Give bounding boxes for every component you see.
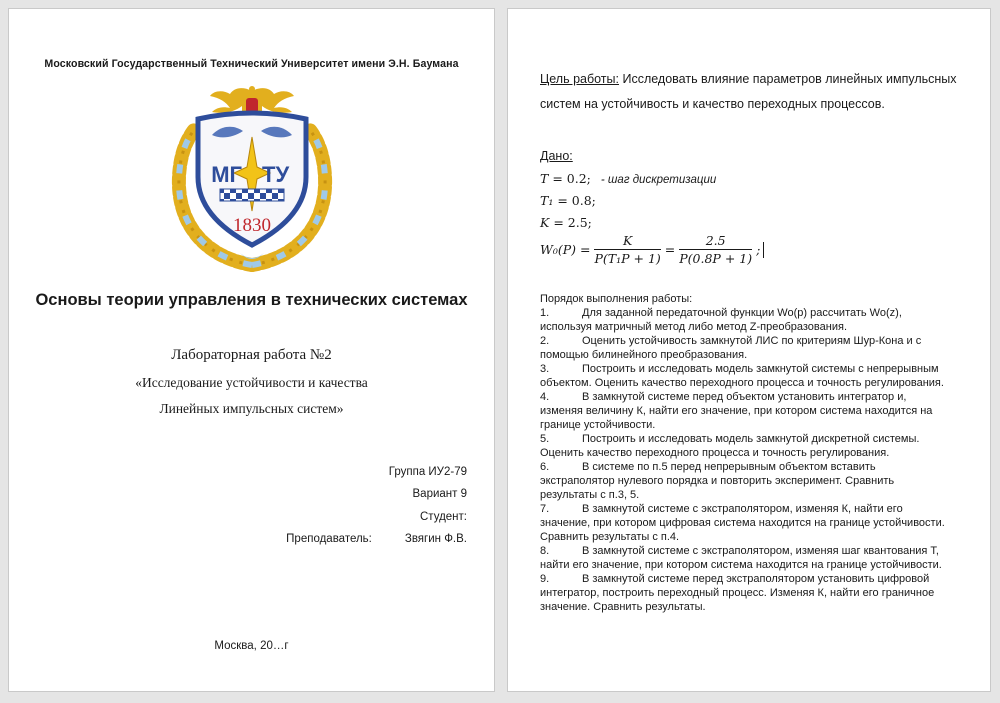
item-text: Для заданной передаточной функции Wo(p) рассчитать Wo(z), используя матричный метод либо метод Z-преобразования. — [540, 307, 902, 333]
city-year: Москва, 20…г — [214, 640, 289, 652]
math-variable: K — [540, 215, 550, 230]
lab-work-title-line2: Линейных импульсных систем» — [159, 401, 344, 416]
fraction-numerator: 2.5 — [679, 233, 752, 250]
formula-fraction-1 — [594, 233, 660, 266]
given-label: Дано: — [540, 149, 573, 163]
goal-text: Исследовать влияние параметров линейных импульсных систем на устойчивость и качество переходных процессов. — [540, 72, 957, 111]
math-value: = 0.2; — [548, 171, 591, 186]
item-text: В замкнутой системе с экстраполятором, изменяя шаг квантования Т, найти его значение, при котором система находится на границе устойчивости. — [540, 545, 942, 571]
item-number: 5. — [540, 433, 550, 445]
variant-line: Вариант 9 — [412, 488, 467, 501]
item-number: 7. — [540, 503, 550, 515]
emblem-year: 1830 — [232, 215, 271, 236]
given-line-K — [540, 215, 602, 230]
item-text: В замкнутой системе перед объектом установить интегратор и, изменяя величину К, найти его значение, при котором система находится на границе устойчивости. — [540, 391, 933, 431]
formula-tail: ; — [756, 242, 761, 257]
emblem-acronym-left: МГ — [210, 162, 242, 187]
item-number: 6. — [540, 461, 550, 473]
item-text: В замкнутой системе с экстраполятором, изменяя К, найти его значение, при котором цифровая система находится на границе устойчивости. Сравнить результаты с п.4. — [540, 503, 945, 543]
item-number: 3. — [540, 363, 550, 375]
group-line: Группа ИУ2-79 — [388, 466, 467, 478]
procedure-item — [540, 334, 950, 362]
item-text: Оценить устойчивость замкнутой ЛИС по критериям Шур-Кона и с помощью билинейного преобразования. — [540, 335, 922, 361]
course-title: Основы теории управления в технических системах — [35, 291, 468, 309]
item-number: 8. — [540, 545, 550, 557]
content-page[interactable] — [507, 8, 991, 692]
procedure-item — [540, 460, 950, 502]
teacher-name: Звягин Ф.В. — [404, 533, 467, 546]
procedure-item — [540, 362, 950, 390]
emblem-acronym-right: ТУ — [261, 162, 289, 187]
item-number: 2. — [540, 335, 550, 347]
fraction-denominator: P(T₁P + 1) — [594, 251, 661, 266]
procedure-item — [540, 432, 950, 460]
item-number: 1. — [540, 307, 550, 319]
formula-equals: = — [664, 242, 676, 257]
given-line-T1 — [540, 193, 606, 208]
given-line-T — [540, 171, 716, 186]
teacher-line — [286, 528, 467, 550]
procedure-item — [540, 544, 950, 572]
student-line: Студент: — [420, 510, 467, 523]
fraction-denominator: P(0.8P + 1) — [679, 251, 753, 266]
math-value: = 0.8; — [553, 193, 596, 208]
procedure-item — [540, 502, 950, 544]
university-name: Московский Государственный Технический Университет имени Э.Н. Баумана — [44, 58, 459, 70]
procedure-section — [540, 292, 950, 614]
item-text: Построить и исследовать модель замкнутой дискретной системы. Оценить качество переходного процесса и точность регулирования. — [540, 433, 920, 459]
item-text: В системе по п.5 перед непрерывным объектом вставить экстраполятор нулевого порядка и повторить эксперимент. Сравнить результаты с п.3, 5. — [540, 461, 895, 501]
credentials-block — [286, 461, 467, 551]
formula-lead: W₀(P) = — [540, 242, 591, 257]
formula-fraction-2 — [679, 233, 752, 266]
transfer-function-formula — [540, 233, 764, 266]
procedure-item — [540, 572, 950, 614]
lab-work-title-line1: «Исследование устойчивости и качества — [135, 375, 368, 390]
teacher-label: Преподаватель: — [286, 533, 372, 546]
procedure-item — [540, 390, 950, 432]
item-text: В замкнутой системе перед экстраполятором установить цифровой интегратор, построить переходный процесс. Изменяя К, найти его граничное значение. Сравнить результаты. — [540, 573, 935, 613]
lab-work-number: Лабораторная работа №2 — [171, 347, 332, 363]
item-number: 9. — [540, 573, 550, 585]
procedure-title: Порядок выполнения работы: — [540, 293, 693, 305]
math-variable: T — [540, 171, 549, 186]
title-page[interactable] — [8, 8, 495, 692]
item-text: Построить и исследовать модель замкнутой системы с непрерывным объектом. Оценить качество переходного процесса и точность регулирования. — [540, 363, 944, 389]
math-variable: T₁ — [540, 193, 554, 208]
procedure-item — [540, 306, 950, 334]
goal-paragraph — [540, 67, 970, 117]
math-value: = 2.5; — [549, 215, 592, 230]
goal-label: Цель работы: — [540, 72, 619, 86]
math-note: - шаг дискретизации — [600, 174, 717, 186]
fraction-numerator: K — [594, 233, 660, 250]
text-cursor — [763, 242, 764, 258]
item-number: 4. — [540, 391, 550, 403]
university-emblem-icon — [164, 85, 340, 273]
